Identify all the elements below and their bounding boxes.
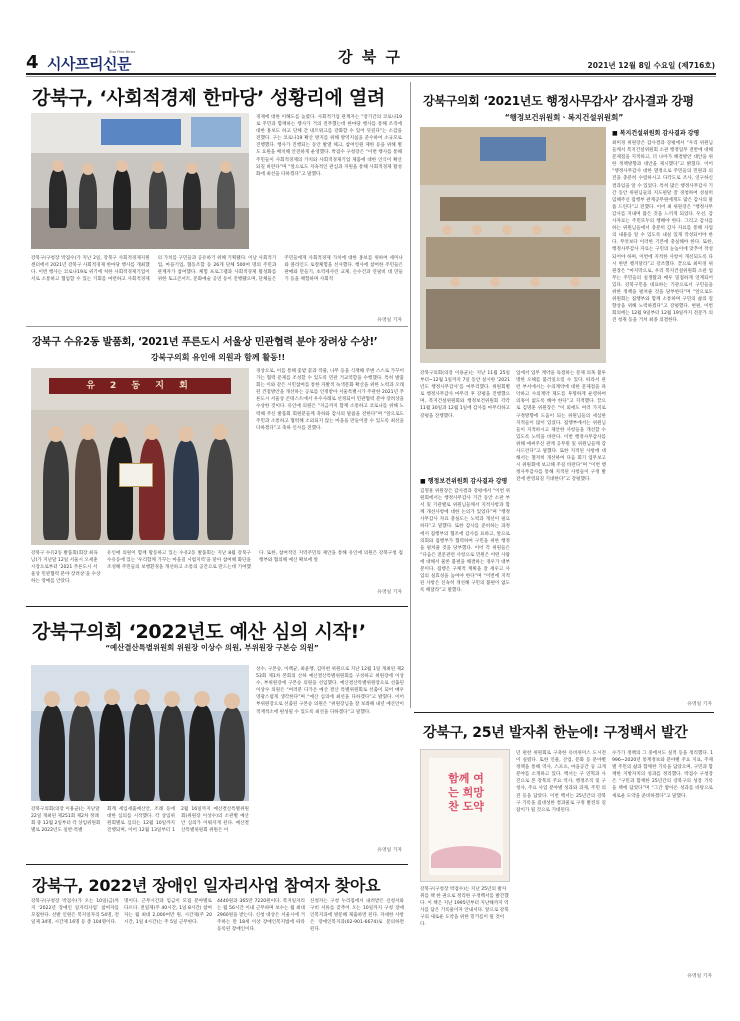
a6-body-col2: 명이다. 근무시간과 임금이 모집 분야별로 다르다. 전일제(주 40시간, 1일 8시간) 참여자는 월 최대 2,000여만 원, 시간제(주 20시간, 1일 4시간)는 주 5일 근무한다. <box>124 899 212 926</box>
a3-box1-title <box>420 476 510 485</box>
a3-box1 <box>420 476 510 708</box>
square-bullet-icon: ■ <box>420 478 428 485</box>
a5-body-col2: 수가가 정책의 그 중에서도 실적 등을 정리했다. 1996~2020년 통계정보와 분야별 주요 지표, 주제별 주민의 삶과 함께한 기록을 담았으며, 구민과 함께한 지방자치의 성과를 정리했다. 박겸수 구청장은 “구민과 함께한 25년간의 강북구의 성장 기록을 책에 담았다”며 “그간 쌓아온 성과를 바탕으로 새로운 도약을 준비하겠다”고 말했다. <box>612 751 713 799</box>
a4-subhead: “예산결산특별위원회 위원장 이상수 의원, 부위원장 구본승 의원” <box>105 643 319 652</box>
a3-body-col2: 업에서 업무 계약을 독점하는 문제 의혹 불투명한 오해를 불러일으킬 수 있다. 따라서 관련 부서에서는 수의계약에 대한 문제점을 파악하고 수의계약 제도를 투명하게 운영하여 의혹이 없도록 해야 한다”고 지적했다. 끝으로 김명훈 위원장은 “이 외에도 여러 가지로 구정방향에 도움이 되는 위원님들의 세심한 지적들이 많이 있었다. 집행부에서는 위원님들이 지적하시고 제안한 사항들을 개선할 수 있도록 노력을 바란다. 이번 행정사무감사를 위해 애써주신 관계 공무원 및 위원님들께 감사드린다”고 말했다. 또한 지적된 사항에 대해서는 철저히 개선하여 다음 회기 업무보고 시 위원회에 보고해 주길 바란다”며 “이번 행정사무감사를 통해 지적된 사항들이 구정 발전에 반영되길 기대한다”고 강평했다. <box>516 371 606 483</box>
a2-photo <box>31 368 249 545</box>
a5-caption: 강북구(구청장 박겸수)는 지난 25년의 발자취를 책 한 권으로 정리한 구정백서를 발간했다. 이 책은 지난 1995년부터 지난해까지 역사를 담은 기록물이자 안내서다. 앞으로 강북구의 새로운 도약을 위한 밑거름이 될 것이다. <box>420 887 509 927</box>
a2-banner: 유 2 동 지 회 <box>49 378 231 394</box>
a6-body-col4: 신청자는 구청 누리집에서 내려받은 신청서와 구비 서류를 갖추어 오는 10일까지 구청 장애인복지과에 방문해 제출하면 된다. 자세한 사항은 장애인복지과(02-901-6674)로 문의하면 된다. <box>310 899 404 933</box>
a4-reporter: 유영일 기자 <box>377 848 402 853</box>
a3-headline: 강북구의회 ‘2021년도 행정사무감사’ 감사결과 강평 <box>423 94 694 108</box>
paper-logo-small: Sisa Free News <box>109 50 136 54</box>
a3-box2-body: 최미경 위원장은 감사결과 강평에서 “우리 위원님들께서 복지건설위원회 소관 행정업무 전반에 대해 문제점을 지적하고, 더 나아가 해결방안 대안을 위한 정책방향과 대안을 제시했다”고 밝혔다. 이어 “행정사무감사 대한 열정으로 주민들의 민원과 의견을 충분히 수렴하시고 다각도로 조사, 연구하신 결과임을 알 수 있었다. 특히 많은 행정사무감사 기간 동안 위원님들의 지도편달 잘 경청하여 성실히 임해주신 집행부 관계공무원에게도 많은 감사의 말씀 드린다”고 전했다. 이어 최 위원장은 “행정사무감사를 지내며 많은 것을 느끼게 되었다. 우선, 감사자료는 주민모두의 행해야 한다. 그리고 감사를 하는 위원님들에서 충분히 감사 자료를 통해 사업의 내용을 알 수 있도록 내실 있게 작성되어야 한다. 무엇보다 이러한 기본에 충실해야 한다. 또한, 행정사무감사 자료는 구민의 눈높이에 맞추어 작성되어야 하며, 이번에 지적한 사항이 개선되도록 다시 한번 챙겨달라”고 강조했다. 끝으로 최미경 위원장은 “마지막으로, 우리 복지건설위원회 소관 업무는 주민들의 실생활과 매우 밀접하게 연계되어 있다. 강북구민을 대표하는 기관으로서 구민들을 위한 정책을 펼쳐줄 것을 당부한다”며 “앞으로도 위원회는 집행부와 함께 소통하며 구민의 삶의 질 향상을 위해 노력하겠다”고 강평했다. 현편, 이번 회의에는 12월 9일부터 12월 19일까지 전문가 의견 청취 등을 거쳐 최종 의결한다. <box>612 141 713 324</box>
a5-top-rule <box>414 712 714 713</box>
a6-headline: 강북구, 2022년 장애인 일자리사업 참여자 찾아요 <box>32 876 381 895</box>
a2-subhead: 강북구의회 유인애 의원과 함께 활동!! <box>150 353 286 362</box>
a5-body-col1: 년 편찬 위원회로 구축한 유비위미스 도시전이 실렸다. 또한 인물, 산업, 문화 등 분야별 정책을 통해 역사, 스포츠, 마을공간 등 크게 분야를 소개하고 있다. 백서는 구 연혁과 사진으로 본 강북의 주요 역사, 행정조직 및 구청사, 주요 사업 분야별 성과와 과제, 주민 의견 등을 담았다. 이번 백서는 25년간의 강북구 기록을 집대성한 결과물로 구정 발전의 길잡이가 될 것으로 기대된다. <box>516 751 606 813</box>
a2-body-col2: 유인애 의원이 함께 활동하고 있는 수유2동 발품회는 지난 8월 강북구 수유동에 있는 ‘우리함께 가꾸는 마을길 시범지역’을 맡아 참여해 화단을 조성해 주민들의 보행환경을 개선하고 소통의 공간으로 만드는데 기여했다. 또한, 참여적인 지역주민의 제안을 통해 유인애 의원은 강북구청 집행부와 협의해 예산 확보에 앞 <box>107 551 403 571</box>
paper-logo <box>47 50 157 74</box>
a1-body-bottom: 강북구(구청장 박겸수)가 지난 2일, 강북구 사회적경제지원센터에서 2021년 강북구 사회적경제 한마당 행사를 개최했다. 이번 행사는 코로나19로 위기에 처한 사회적경제기업이 서로 소통하고 협업할 수 있는 기회를 마련하고 사회적경제의 가치를 구민들과 공유하기 위해 기획됐다. 이날 사회적기업, 마을기업, 협동조합 등 26개 단체 500여 명의 주민과 관계자가 참여했다. 체험 프로그램과 사회적경제 활성화를 위한 토크콘서트, 문화예술 공연 등이 진행됐으며, 단체들은 주민들에게 사회적경제 가치에 대한 홍보를 위하여 세미나와 블라인드 로컬체험을 선사했다. 행사에 참여한 주민들은 판매와 만들기, 초역세사린 교제, 손수건과 연필비 대 만들기 등을 체험하며 사회적 <box>31 256 403 283</box>
a3-box2-title-text: 복지건설위원회 감사결과 강평 <box>619 130 700 137</box>
a1-bottom-rule <box>26 326 408 327</box>
a4-body-col1: 회계 세입세출예산안, 조례 등에 대한 심의를 시작했다. 각 상임위원회별로 심의는 12월 10일까지 진행되며, 이어 12월 13일부터 12월 16일까지 예산결산특별위원회(위원장 이상수)의 소관별 예산안 심의가 이뤄지게 된다. 예산결산특별위원회 위원은 이 <box>107 807 249 834</box>
a3-box1-body: 김명훈 위원장은 감사결과 강평에서 “이번 위원회에서는 행정사무감사 기간 동안 소관 부서 및 기관별로 위원님들께서 지적사항과 함께 개선사항에 대한 논의가 있었다”며 “행정사무감사 자료 충실도는 노력과 개선이 필요하다”고 말했다. 또한 감사를 준비하는 과정에서 집행부의 협조에 감사를 표하고, 앞으로 의회와 집행부가 협력하여 구민을 위한 행정을 펼쳐줄 것을 당부했다. 이어 각 위원들은 “다음은 전문관련 사항으로 민원은 어떤 사람에 대해서 물론 불편을 해결하는 경우가 대부분이다. 집행은 구체적 계획을 잘 세우고 사업의 실효성을 높여야 한다”며 “이번에 지적된 사항은 신속히 개선해 구민의 불편이 없도록 해달라”고 말했다. <box>420 489 510 594</box>
a3-subhead: “행정보건위원회ㆍ복지건설위원회” <box>504 113 624 122</box>
a4-photo <box>31 665 249 801</box>
header-rule <box>26 73 716 75</box>
a3-body-col1: 강북구의회(의장 이용균)는 지난 11월 25일부터~12월 1일까지 7일 동안 실시한 ‘2021년도 행정사무감사’를 마무리했다. 위원회별로 행정사무감사 마무리 후 강평을 진행했으며, 복지건설위원회와 행정보건위원회 각각 11월 30일과 12월 1일에 감사를 마무리하고 강평을 진행했다. <box>420 371 510 419</box>
a3-box2-title <box>612 128 713 137</box>
a2-caption: 강북구 수유2동 발품회(회장 최육남)가 지난달 12일 서울시 오세훈 시장으로부터 ‘2021 푸른도시 서울상 민관협력 분야 장려상’을 수상하는 영예를 안았다. <box>31 551 101 584</box>
column-divider <box>410 82 411 708</box>
a1-body-right: 경제에 대한 이해도를 높였다. 사회적기업 관계자는 “장기간의 코로나19로 주민과 함께하는 행사가 거의 전무했는데 한마당 행사를 통해 조직에 대한 홍보도 하고 단체 간 네트워크를 강화할 수 있어 뜻깊다”는 소감을 전했다. 구는 코로나19 확산 방지를 위해 방역지침을 준수하여 소규모로 진행했다. 행사가 진행되는 동안 발열 체크, 참여인원 제한 등을 위해 별도 요원을 배치해 안전하게 운영했다. 박겸수 구청장은 “이번 행사를 통해 주민들이 사회적경제의 가치와 사회적경제기업 제품에 대한 인식이 확산되길 바란다”며 “앞으로도 지속적인 관심과 지원을 통해 사회적경제 활성화에 최선을 다하겠다”고 말했다. <box>256 115 402 177</box>
a4-headline: 강북구의회 ‘2022년도 예산 심의 시작!’ <box>32 621 366 643</box>
a4-caption: 강북구의회(의장 이용균)는 지난달 22일 개최된 제251회 제2차 정례회 중 12월 2일부터 각 상임위원회별로 2022년도 일반·특별 <box>31 807 101 833</box>
a5-book-title: 함께 여는 희망찬 도약 <box>448 772 484 813</box>
a2-body-right: 경상으로, 이를 통해 꽃밭 꽃과 작물, 나무 등을 식재해 주변 스스로 가꾸어가는 협력 문제를 조성할 수 있도록 민관 거교역할을 수행했다. 특히 발품회는 이와 같은 시민참여를 통한 자발적 녹색문화 확산을 위한 노력과 오래된 건점방안을 개선하는 공로를 인정받아 서울특별시가 주관한 2021년 푸른도시 서울상 콘테스트에서 우수사례로 선정되어 민관협력 분야 장려상을 수상한 것이다. 유인애 의원은 “지금까지 함께 소통하고 코로나를 위해 노력해 주신 발품회 회원분들께 축하와 감사의 말씀을 전한다”며 “앞으로도 주민과 소통하고 협력해 소외되지 않는 마을을 만들어갈 수 있도록 최선을 다하겠다”고 축하 인사를 전했다. <box>256 369 404 431</box>
a5-reporter: 유영일 기자 <box>687 974 712 979</box>
page-number: 4 <box>26 52 39 73</box>
a6-body-col3: 4440원과 365만 7220원이다. 복지일자리는 월 56시간 이내 근무하며 보수는 월 최대 2960원을 받는다. 신청 대상은 서울시에 거주하는 만 18세 이상 장애인복지법에 따라 등록된 장애인이다. <box>217 899 305 933</box>
a4-body-col2: 상수, 구본승, 이백균, 최윤행, 김미현 위원으로 지난 12월 1일 개최된 제253회 제1차 본회의 산하 예산결산특별위원회를 구성하고 위원장에 이상수, 부위원장에 구본승 의원을 선임했다. 예산결산특별위원장으로 선출된 이상수 의원은 “여러분 다가온 예산 결산 특별위원회로 선출이 되어 매우 영광스럽게 생각한다”며 “예산 심의에 최선을 다하겠다”고 밝혔다. 이어 부위원장으로 선출된 구본승 의원은 “위원장님을 잘 보좌해 내년 예산안이 적재적소에 편성될 수 있도록 최선을 다하겠다”고 말했다. <box>256 667 404 715</box>
a4-top-rule <box>26 606 408 607</box>
a2-headline: 강북구 수유2동 발품회, ‘2021년 푸른도시 서울상 민관협력 분야 장려상 수상!’ <box>32 337 378 348</box>
a3-box2 <box>612 128 713 708</box>
square-bullet-icon: ■ <box>612 130 620 137</box>
a1-photo <box>31 113 249 249</box>
a2-reporter: 유영일 기자 <box>377 590 402 595</box>
paper-name: 시사프리신문 <box>47 55 131 73</box>
a6-top-rule <box>26 864 408 865</box>
a3-reporter: 유영일 기자 <box>687 702 712 707</box>
a5-book <box>420 749 510 882</box>
section-title: 강 북 구 <box>338 48 402 66</box>
issue-date: 2021년 12월 8일 수요일 (제716호) <box>587 61 715 70</box>
a5-headline: 강북구, 25년 발자취 한눈에! 구정백서 발간 <box>423 725 688 741</box>
a1-headline: 강북구, ‘사회적경제 한마당’ 성황리에 열려 <box>32 87 385 109</box>
header-rule-thin <box>26 76 716 77</box>
a1-reporter: 유영일 기자 <box>377 318 402 323</box>
a3-photo <box>420 127 606 363</box>
a3-box1-title-text: 행정보건위원회 감사결과 강평 <box>427 478 508 485</box>
a6-body-col1: 강북구(구청장 박겸수)가 오는 10일(금)까지 ‘2022년 장애인 일자리사업’ 참여자를 모집한다. 선발 인원은 복지일자리 54명, 전일제 34명, 시간제 16명 등 총 104명이다. <box>31 899 119 926</box>
